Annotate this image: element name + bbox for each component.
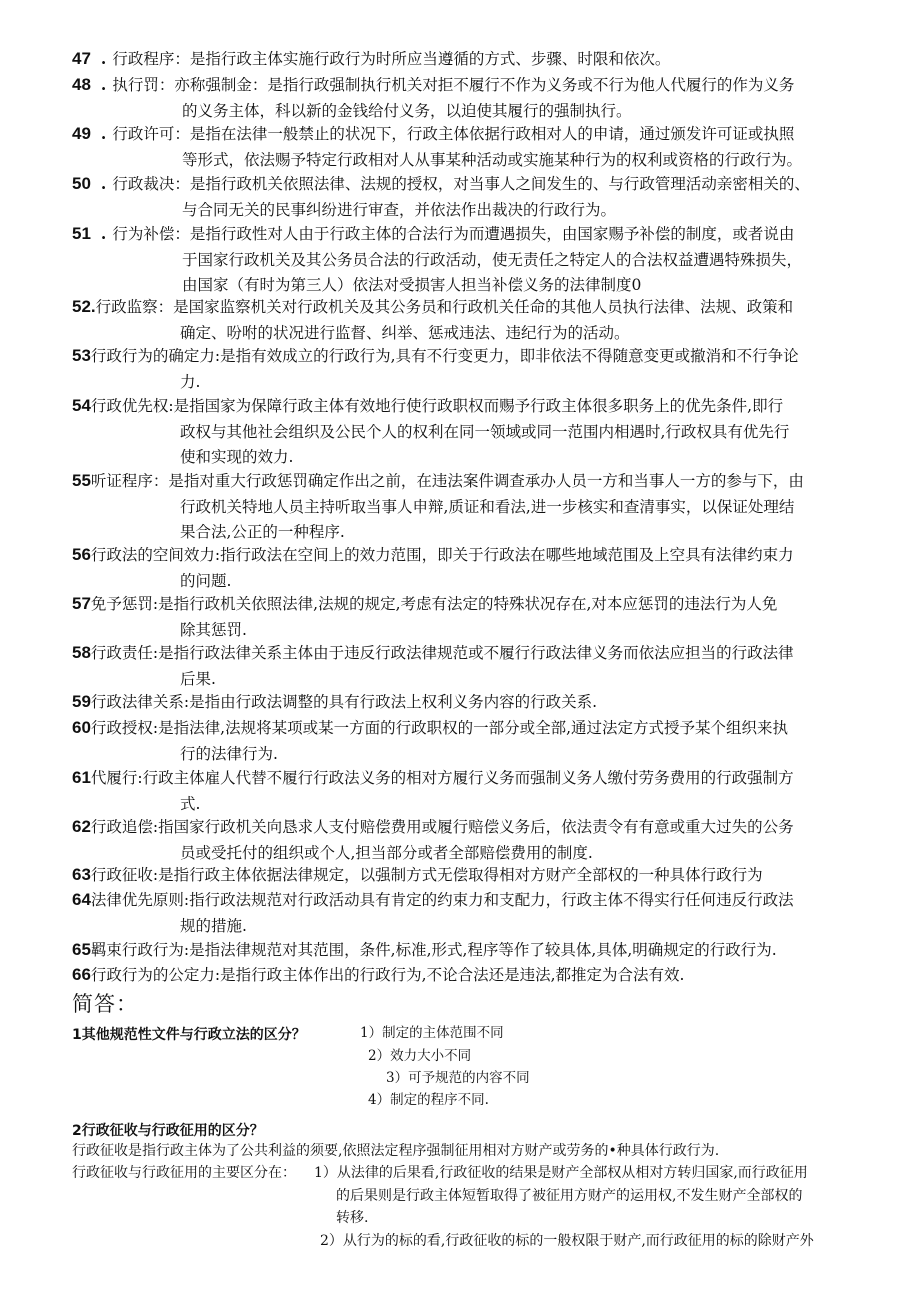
definition-first-line xyxy=(72,937,872,964)
definition-54 xyxy=(72,393,872,471)
number-separator: . xyxy=(100,124,107,143)
definition-number: 49 xyxy=(72,124,91,143)
q1-point-3: 3）可予规范的内容不同 xyxy=(386,1070,530,1086)
definition-number: 53 xyxy=(72,346,91,365)
definition-text: 行政征收:是指行政主体依据法律规定，以强制方式无偿取得相对方财产全部权的一种具体行政行为 xyxy=(90,866,763,884)
definition-text: 听证程序：是指对重大行政惩罚确定作出之前，在违法案件调查承办人员一方和当事人一方的参与下，由 xyxy=(90,472,804,490)
definition-63 xyxy=(72,862,872,889)
definition-56 xyxy=(72,542,872,594)
definition-text: 代履行:行政主体雇人代替不履行行政法义务的相对方履行义务而强制义务人缴付劳务费用的行政强制方 xyxy=(90,769,794,787)
definition-continuation-line: 等形式，依法赐予特定行政相对人从事某种活动或实施某种行为的权利或资格的行政行为。 xyxy=(182,150,803,169)
definition-first-line xyxy=(72,468,872,495)
definition-text: 行政法的空间效力:指行政法在空间上的效力范围，即关于行政法在哪些地域范围及上空具有法律约束力 xyxy=(90,546,794,564)
definition-first-line xyxy=(72,862,872,889)
number-separator: . xyxy=(100,49,107,68)
q2-point-2-line-1: 2）从行为的标的看,行政征收的标的一般权限于财产,而行政征用的标的除财产外 xyxy=(320,1233,814,1249)
definition-text: 行政行为的确定力:是指有效成立的行政行为,具有不行变更力，即非依法不得随意变更或撤消和不行争论 xyxy=(90,347,799,365)
question-1: 1其他规范性文件与行政立法的区分？ xyxy=(72,1027,306,1043)
definition-number: 47 xyxy=(72,49,91,68)
definition-number: 54 xyxy=(72,396,91,415)
definition-first-line xyxy=(72,221,872,248)
definition-number: 57 xyxy=(72,594,91,613)
definition-number: 50 xyxy=(72,174,91,193)
definition-text: 执行罚：亦称强制金：是指行政强制执行机关对拒不履行不作为义务或不行为他人代履行的作为义务 xyxy=(112,76,795,94)
definition-text: 行政监察：是国家监察机关对行政机关及其公务员和行政机关任命的其他人员执行法律、法规、政策和 xyxy=(95,298,794,316)
definition-text: 行政优先权:是指国家为保障行政主体有效地行使行政职权而赐予行政主体很多职务上的优先条件,即行 xyxy=(90,397,784,415)
definition-continuation-line: 行政机关特地人员主持听取当事人申辩,质证和看法,进一步核实和查清事实，以保证处理结 xyxy=(180,497,795,516)
q1-point-2: 2）效力大小不同 xyxy=(368,1048,472,1064)
q2-point-1-line-3: 转移. xyxy=(336,1210,369,1226)
q1-point-1: 1）制定的主体范围不同 xyxy=(360,1025,504,1041)
definition-continuation-line: 员或受托付的组织或个人,担当部分或者全部赔偿费用的制度. xyxy=(180,843,593,862)
definition-number: 48 xyxy=(72,75,91,94)
definition-text: 行政行为的公定力:是指行政主体作出的行政行为,不论合法还是违法,都推定为合法有效. xyxy=(90,966,685,984)
question-2: 2行政征收与行政征用的区分？ xyxy=(72,1123,264,1139)
definition-text: 行为补偿：是指行政性对人由于行政主体的合法行为而遭遇损失，由国家赐予补偿的制度，或者说由 xyxy=(112,225,795,243)
definition-first-line xyxy=(72,887,872,914)
definition-number: 51 xyxy=(72,224,91,243)
definition-number: 63 xyxy=(72,865,91,884)
definition-first-line xyxy=(72,121,872,148)
definition-first-line xyxy=(72,689,872,716)
short-answer-heading: 简答： xyxy=(72,992,138,1016)
definition-text: 行政程序：是指行政主体实施行政行为时所应当遵循的方式、步骤、时限和依次。 xyxy=(112,50,671,68)
definition-64 xyxy=(72,887,872,939)
definition-continuation-line: 行的法律行为. xyxy=(180,744,278,763)
definition-continuation-line: 政权与其他社会组织及公民个人的权利在同一领域或同一范围内相遇时,行政权具有优先行 xyxy=(180,422,790,441)
definition-continuation-line: 式. xyxy=(180,794,201,813)
definition-continuation-line: 除其惩罚. xyxy=(180,620,247,639)
definition-text: 羁束行政行为:是指法律规范对其范围，条件,标准,形式,程序等作了较具体,具体,明确规定的行政行为. xyxy=(90,941,777,959)
definition-continuation-line: 力. xyxy=(180,372,201,391)
definition-59 xyxy=(72,689,872,716)
definition-first-line xyxy=(72,591,872,618)
definition-number: 60 xyxy=(72,718,91,737)
definition-continuation-line: 的问题. xyxy=(180,571,232,590)
definition-62 xyxy=(72,814,872,866)
definition-text: 行政授权:是指法律,法规将某项或某一方面的行政职权的一部分或全部,通过法定方式授予某个组织来执 xyxy=(90,719,789,737)
definition-61 xyxy=(72,765,872,817)
definition-first-line xyxy=(72,171,872,198)
definition-number: 61 xyxy=(72,768,91,787)
definition-number: 55 xyxy=(72,471,91,490)
definition-first-line xyxy=(72,294,872,321)
definition-60 xyxy=(72,715,872,767)
definition-text: 行政法律关系:是指由行政法调整的具有行政法上权利义务内容的行政关系. xyxy=(90,693,598,711)
definition-first-line xyxy=(72,542,872,569)
definition-52 xyxy=(72,294,872,346)
definition-first-line xyxy=(72,343,872,370)
definition-number: 64 xyxy=(72,890,91,909)
definition-continuation-line: 后果. xyxy=(180,669,216,688)
definition-text: 行政许可：是指在法律一般禁止的状况下，行政主体依据行政相对人的申请，通过颁发许可证或执照 xyxy=(112,125,795,143)
definition-text: 法律优先原则:指行政法规范对行政活动具有肯定的约束力和支配力，行政主体不得实行任何违反行政法 xyxy=(90,891,794,909)
definition-first-line xyxy=(72,640,872,667)
number-separator: . xyxy=(100,174,107,193)
definition-first-line xyxy=(72,962,872,989)
definition-continuation-line: 使和实现的效力. xyxy=(180,448,294,466)
number-separator: . xyxy=(100,75,107,94)
definition-continuation-line: 于国家行政机关及其公务员合法的行政活动，使无责任之特定人的合法权益遭遇特殊损失， xyxy=(182,250,803,269)
q1-point-4: 4）制定的程序不同. xyxy=(368,1092,489,1108)
q2-intro: 行政征收是指行政主体为了公共利益的须要,依照法定程序强制征用相对方财产或劳务的•种具体行政行为. xyxy=(72,1143,720,1159)
definition-number: 66 xyxy=(72,965,91,984)
definition-58 xyxy=(72,640,872,692)
definition-first-line xyxy=(72,814,872,841)
definition-number: 52. xyxy=(72,297,96,316)
definition-continuation-line: 由国家（有时为第三人）依法对受损害人担当补偿义务的法律制度0 xyxy=(182,276,642,294)
definition-47 xyxy=(72,46,872,73)
definition-number: 58 xyxy=(72,643,91,662)
definition-continuation-line: 确定、吩咐的状况进行监督、纠举、惩戒违法、违纪行为的活动。 xyxy=(180,323,630,342)
definition-text: 行政责任:是指行政法律关系主体由于违反行政法律规范或不履行行政法律义务而依法应担当的行政法律 xyxy=(90,644,794,662)
definition-50 xyxy=(72,171,872,223)
definition-48 xyxy=(72,72,872,124)
definition-49 xyxy=(72,121,872,173)
definition-53 xyxy=(72,343,872,395)
definition-first-line xyxy=(72,72,872,99)
definition-continuation-line: 与合同无关的民事纠纷进行审查，并依法作出裁决的行政行为。 xyxy=(182,200,617,219)
definition-first-line xyxy=(72,715,872,742)
definition-text: 行政裁决：是指行政机关依照法律、法规的授权，对当事人之间发生的、与行政管理活动亲密相关的、 xyxy=(112,175,810,193)
definition-number: 62 xyxy=(72,817,91,836)
definition-continuation-line: 果合法,公正的一种程序. xyxy=(180,523,345,541)
definition-65 xyxy=(72,937,872,964)
definition-51 xyxy=(72,221,872,299)
definition-57 xyxy=(72,591,872,643)
definition-continuation-line: 的义务主体，科以新的金钱给付义务，以迫使其履行的强制执行。 xyxy=(182,101,632,120)
definition-number: 59 xyxy=(72,692,91,711)
definition-first-line xyxy=(72,46,872,73)
definition-continuation-line: 规的措施. xyxy=(180,916,247,935)
definition-66 xyxy=(72,962,872,989)
definition-number: 56 xyxy=(72,545,91,564)
definition-first-line xyxy=(72,765,872,792)
definition-55 xyxy=(72,468,872,546)
q2-point-1-line-2: 的后果则是行政主体短暂取得了被征用方财产的运用权,不发生财产全部权的 xyxy=(336,1188,803,1204)
q2-lead: 行政征收与行政征用的主要区分在： xyxy=(72,1165,296,1181)
definition-text: 免予惩罚:是指行政机关依照法律,法规的规定,考虑有法定的特殊状况存在,对本应惩罚的违法行为人免 xyxy=(90,595,778,613)
definition-number: 65 xyxy=(72,940,91,959)
definition-first-line xyxy=(72,393,872,420)
number-separator: . xyxy=(100,224,107,243)
definition-text: 行政追偿:指国家行政机关向恳求人支付赔偿费用或履行赔偿义务后，依法责令有有意或重大过失的公务 xyxy=(90,818,794,836)
q2-point-1-line-1: 1）从法律的后果看,行政征收的结果是财产全部权从相对方转归国家,而行政征用 xyxy=(314,1165,808,1181)
